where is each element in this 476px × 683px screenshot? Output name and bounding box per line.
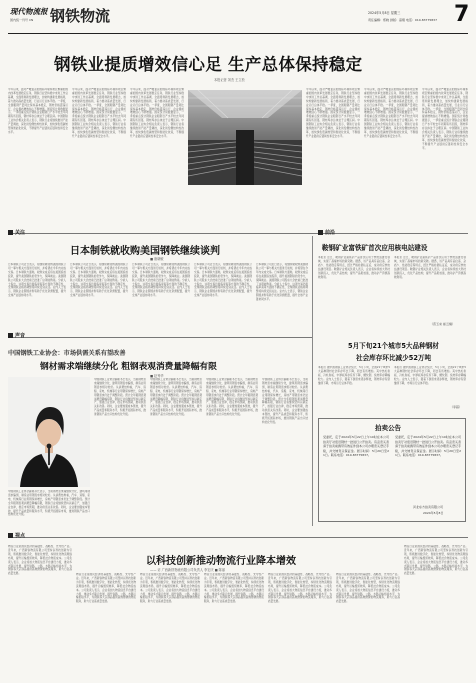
lead-byline: 本报记者 刘杰 王立松 (214, 78, 245, 82)
lead-col-2: 今年以来，面对严峻复杂的国际环境和艰巨繁重的国内改革发展稳定任务，钢铁行业坚持稳中求进工作总基调，全面贯彻新发展理念，加快构建新发展格局，着力推动高质量发展，行业运行总体平稳。一季度，全国粗钢产量同比保持基本稳定，钢材价格震荡运行，企业提质增效信心不断增强。国家统计局数据显示，一季度重点统计钢铁企业粗钢日产水平较去年同期有所回落，钢材库存总体处于合理区间。中国钢铁工业协会相关负责人表示，钢铁行业将继续推进产能产量调控，深化供给侧结构性改革，加快绿色低碳转型和智能化改造，不断提升产业链供应链韧性和安全水平。 (72, 88, 126, 138)
notice-company: 河北东方拍卖有限公司 (413, 505, 444, 509)
lead-col-5: 今年以来，面对严峻复杂的国际环境和艰巨繁重的国内改革发展稳定任务，钢铁行业坚持稳中求进工作总基调，全面贯彻新发展理念，加快构建新发展格局，着力推动高质量发展，行业运行总体平稳。一季度，全国粗钢产量同比保持基本稳定，钢材价格震荡运行，企业提质增效信心不断增强。国家统计局数据显示，一季度重点统计钢铁企业粗钢日产水平较去年同期有所回落，钢材库存总体处于合理区间。中国钢铁工业协会相关负责人表示，钢铁行业将继续推进产能产量调控，深化供给侧结构性改革，加快绿色低碳转型和智能化改造，不断提升产业链供应链韧性和安全水平。 (364, 88, 418, 138)
demand-col-2: 中国钢铁工业协会副秘书长表示，当前钢材需求端继续分化，建筑用钢需求偏弱，制造业用钢需求相对较好。从消费结构看，汽车、造船、家电、机械等行业用钢保持增长，房地产用钢需求仍处于调整阶段。预计全年粗钢表观消费量降幅有限，钢铁行业将继续坚持以销定产，加强行业自律，稳定市场预期，推动供需关系改善。同时，企业要加强成本管控，提升产品质量和服务水平，积极开拓国际市场，推进钢铁产品出口结构优化升级。 (94, 378, 146, 417)
date-line: 2024年5月8日 星期三 (368, 11, 401, 15)
paper-sub: 国内统一刊号 CN (10, 18, 34, 22)
notice-col-2: 受委托，定于2024年5月22日上午10时在本公司拍卖厅对废旧钢材一批进行公开拍卖。有意竞买者请于拍卖前携带有效证件到本公司办理竞买登记手续，并交纳竞买保证金。展示时间：5月20日至21日。联系电话：010-83775837。 (395, 435, 461, 458)
paper-name: 现代物流报 (10, 7, 48, 16)
column-marker-icon (8, 333, 13, 338)
nippon-col-5: 日本制铁公司近日表示，将继续就收购美国钢铁公司一事与相关方面进行谈判，并希望在今年内完成交易。日本制铁方面称，收购完成后将在美国追加投资，提升美国钢铁的竞争力，保障就业。美国钢铁公司股东大会此前已批准了这项收购案。分析人士指出，这项交易仍面临审查等方面的不确定性，全球钢铁业格局调整将持续受到关注。业内人士表示，钢铁企业跨国并购有助于优化资源配置，提升全球产业链协同水平。 (256, 263, 308, 302)
demand-col-5: 中国钢铁工业协会副秘书长表示，当前钢材需求端继续分化，建筑用钢需求偏弱，制造业用钢需求相对较好。从消费结构看，汽车、造船、家电、机械等行业用钢保持增长，房地产用钢需求仍处于调整阶段。预计全年粗钢表观消费量降幅有限，钢铁行业将继续坚持以销定产，加强行业自律，稳定市场预期，推动供需关系改善。同时，企业要加强成本管控，提升产品质量和服务水平，积极开拓国际市场，推进钢铁产品出口结构优化升级。 (262, 378, 308, 424)
lead-headline: 钢铁业提质增效信心足 生产总体保持稳定 (54, 55, 363, 74)
demand-col-4: 中国钢铁工业协会副秘书长表示，当前钢材需求端继续分化，建筑用钢需求偏弱，制造业用钢需求相对较好。从消费结构看，汽车、造船、家电、机械等行业用钢保持增长，房地产用钢需求仍处于调整阶段。预计全年粗钢表观消费量降幅有限，钢铁行业将继续坚持以销定产，加强行业自律，稳定市场预期，推动供需关系改善。同时，企业要加强成本管控，提升产品质量和服务水平，积极开拓国际市场，推进钢铁产品出口结构优化升级。 (206, 378, 258, 417)
nippon-col-1: 日本制铁公司近日表示，将继续就收购美国钢铁公司一事与相关方面进行谈判，并希望在今年内完成交易。日本制铁方面称，收购完成后将在美国追加投资，提升美国钢铁的竞争力，保障就业。美国钢铁公司股东大会此前已批准了这项收购案。分析人士指出，这项交易仍面临审查等方面的不确定性，全球钢铁业格局调整将持续受到关注。业内人士表示，钢铁企业跨国并购有助于优化资源配置，提升全球产业链协同水平。 (8, 263, 66, 298)
page-number: 7 (454, 2, 470, 27)
notice-col-1: 受委托，定于2024年5月22日上午10时在本公司拍卖厅对废旧钢材一批进行公开拍卖。有意竞买者请于拍卖前携带有效证件到本公司办理竞买登记手续，并交纳竞买保证金。展示时间：5月20日至21日。联系电话：010-83775837。 (323, 435, 389, 458)
divider-guanzhu (8, 233, 468, 234)
logistics-byline: —— 访 广西新铁物流有限公司负责人 李宏庆 ■ 陈丽 (150, 568, 226, 572)
nippon-headline: 日本制铁就收购美国钢铁继续谈判 (70, 246, 220, 257)
section-title: 钢铁物流 (50, 7, 111, 25)
column-tag-shidian: 视点 (8, 532, 25, 539)
cnitc-col-2: 本报讯 近日，鞍钢矿业富铁矿产品首次应用于核电站建设领域，实现了高端市场的新突破。据悉，该产品具有品位高、杂质少、性能稳定等特点，经过严格检测认证后，成功供应核电站建设项目。鞍钢矿业相关负责人表示，企业将持续加大科技创新投入，优化产品结构，提升产品附加值，推动矿产资源高效利用。 (394, 256, 466, 279)
logistics-col-3: 物流行业是国民经济的基础性、战略性、先导性产业。近年来，广西新铁物流有限公司坚持以科技创新为引领，积极推进数字化、智能化转型，持续优化物流网络布局，提升运输组织效率，降低社会物流成本。公司负责人表示，企业将加大物流信息平台建设力度，推动多式联运发展，提升铁路、公路、水路运输衔接水平，为钢铁等大宗商品提供高效便捷的物流服务，助力行业高质量发展。 (140, 573, 200, 604)
price-headline: 5月下旬21个城市5大品种钢材 (348, 342, 439, 350)
logistics-col-1: 物流行业是国民经济的基础性、战略性、先导性产业。近年来，广西新铁物流有限公司坚持以科技创新为引领，积极推进数字化、智能化转型，持续优化物流网络布局，提升运输组织效率，降低社会物流成本。公司负责人表示，企业将加大物流信息平台建设力度，推动多式联运发展，提升铁路、公路、水路运输衔接水平，为钢铁等大宗商品提供高效便捷的物流服务，助力行业高质量发展。 (8, 545, 72, 576)
column-marker-icon (8, 230, 13, 235)
price-col-2: 本报讯 据中国钢铁工业协会统计，5月下旬，全国21个城市5大品种钢材社会库存环比下降，同比有所增加。其中热轧卷板、冷轧卷板、中厚板库存有所下降，螺纹钢、线材库存降幅较大。业内人士表示，随着下游需求逐步释放，钢材库存有望继续下降，市场运行总体平稳。 (394, 366, 466, 385)
logistics-col-7: 物流行业是国民经济的基础性、战略性、先导性产业。近年来，广西新铁物流有限公司坚持以科技创新为引领，积极推进数字化、智能化转型，持续优化物流网络布局，提升运输组织效率，降低社会物流成本。公司负责人表示，企业将加大物流信息平台建设力度，推动多式联运发展，提升铁路、公路、水路运输衔接水平，为钢铁等大宗商品提供高效便捷的物流服务，助力行业高质量发展。 (404, 545, 468, 576)
column-tag-guanzhu: 关注 (8, 229, 25, 236)
portrait-photo (8, 377, 90, 487)
speaker-portrait-illustration (8, 377, 90, 487)
lead-col-3: 今年以来，面对严峻复杂的国际环境和艰巨繁重的国内改革发展稳定任务，钢铁行业坚持稳中求进工作总基调，全面贯彻新发展理念，加快构建新发展格局，着力推动高质量发展，行业运行总体平稳。一季度，全国粗钢产量同比保持基本稳定，钢材价格震荡运行，企业提质增效信心不断增强。国家统计局数据显示，一季度重点统计钢铁企业粗钢日产水平较去年同期有所回落，钢材库存总体处于合理区间。中国钢铁工业协会相关负责人表示，钢铁行业将继续推进产能产量调控，深化供给侧结构性改革，加快绿色低碳转型和智能化改造，不断提升产业链供应链韧性和安全水平。 (130, 88, 184, 138)
divider-shidian (8, 537, 468, 538)
cnitc-col-1: 本报讯 近日，鞍钢矿业富铁矿产品首次应用于核电站建设领域，实现了高端市场的新突破。据悉，该产品具有品位高、杂质少、性能稳定等特点，经过严格检测认证后，成功供应核电站建设项目。鞍钢矿业相关负责人表示，企业将持续加大科技创新投入，优化产品结构，提升产品附加值，推动矿产资源高效利用。 (318, 256, 390, 279)
logistics-col-2: 物流行业是国民经济的基础性、战略性、先导性产业。近年来，广西新铁物流有限公司坚持以科技创新为引领，积极推进数字化、智能化转型，持续优化物流网络布局，提升运输组织效率，降低社会物流成本。公司负责人表示，企业将加大物流信息平台建设力度，推动多式联运发展，提升铁路、公路、水路运输衔接水平，为钢铁等大宗商品提供高效便捷的物流服务，助力行业高质量发展。 (76, 573, 136, 604)
lead-col-1: 今年以来，面对严峻复杂的国际环境和艰巨繁重的国内改革发展稳定任务，钢铁行业坚持稳中求进工作总基调，全面贯彻新发展理念，加快构建新发展格局，着力推动高质量发展，行业运行总体平稳。一季度，全国粗钢产量同比保持基本稳定，钢材价格震荡运行，企业提质增效信心不断增强。国家统计局数据显示，一季度重点统计钢铁企业粗钢日产水平较去年同期有所回落，钢材库存总体处于合理区间。中国钢铁工业协会相关负责人表示，钢铁行业将继续推进产能产量调控，深化供给侧结构性改革，加快绿色低碳转型和智能化改造，不断提升产业链供应链韧性和安全水平。 (8, 88, 68, 134)
steel-warehouse-illustration (188, 90, 302, 185)
nippon-col-2: 日本制铁公司近日表示，将继续就收购美国钢铁公司一事与相关方面进行谈判，并希望在今年内完成交易。日本制铁方面称，收购完成后将在美国追加投资，提升美国钢铁的竞争力，保障就业。美国钢铁公司股东大会此前已批准了这项收购案。分析人士指出，这项交易仍面临审查等方面的不确定性，全球钢铁业格局调整将持续受到关注。业内人士表示，钢铁企业跨国并购有助于优化资源配置，提升全球产业链协同水平。 (70, 263, 128, 298)
steel-warehouse-photo (188, 90, 302, 185)
demand-kicker: 中国钢铁工业协会：市场供需关系有望改善 (8, 350, 126, 357)
demand-col-3: 中国钢铁工业协会副秘书长表示，当前钢材需求端继续分化，建筑用钢需求偏弱，制造业用钢需求相对较好。从消费结构看，汽车、造船、家电、机械等行业用钢保持增长，房地产用钢需求仍处于调整阶段。预计全年粗钢表观消费量降幅有限，钢铁行业将继续坚持以销定产，加强行业自律，稳定市场预期，推动供需关系改善。同时，企业要加强成本管控，提升产品质量和服务水平，积极开拓国际市场，推进钢铁产品出口结构优化升级。 (150, 378, 202, 417)
logistics-headline: 以科技创新推动物流行业降本增效 (146, 556, 296, 567)
logistics-col-5: 物流行业是国民经济的基础性、战略性、先导性产业。近年来，广西新铁物流有限公司坚持以科技创新为引领，积极推进数字化、智能化转型，持续优化物流网络布局，提升运输组织效率，降低社会物流成本。公司负责人表示，企业将加大物流信息平台建设力度，推动多式联运发展，提升铁路、公路、水路运输衔接水平，为钢铁等大宗商品提供高效便捷的物流服务，助力行业高质量发展。 (268, 573, 332, 604)
column-marker-icon (8, 533, 13, 538)
column-tag-qianyan: 前沿 (318, 229, 335, 236)
cnitc-headline: 鞍钢矿业富铁矿首次应用核电站建设 (322, 244, 428, 252)
price-credit: （李超） (450, 405, 463, 409)
notice-date: 2024年5月8日 (423, 511, 444, 515)
masthead (10, 4, 468, 32)
nippon-col-3: 日本制铁公司近日表示，将继续就收购美国钢铁公司一事与相关方面进行谈判，并希望在今年内完成交易。日本制铁方面称，收购完成后将在美国追加投资，提升美国钢铁的竞争力，保障就业。美国钢铁公司股东大会此前已批准了这项收购案。分析人士指出，这项交易仍面临审查等方面的不确定性，全球钢铁业格局调整将持续受到关注。业内人士表示，钢铁企业跨国并购有助于优化资源配置，提升全球产业链协同水平。 (132, 263, 190, 298)
demand-headline: 钢材需求端继续分化 粗钢表观消费量降幅有限 (40, 362, 217, 372)
cnitc-credit: （晋玉来 崔云楠） (430, 322, 455, 326)
notice-title: 拍卖公告 (375, 424, 401, 432)
nippon-col-4: 日本制铁公司近日表示，将继续就收购美国钢铁公司一事与相关方面进行谈判，并希望在今年内完成交易。日本制铁方面称，收购完成后将在美国追加投资，提升美国钢铁的竞争力，保障就业。美国钢铁公司股东大会此前已批准了这项收购案。分析人士指出，这项交易仍面临审查等方面的不确定性，全球钢铁业格局调整将持续受到关注。业内人士表示，钢铁企业跨国并购有助于优化资源配置，提升全球产业链协同水平。 (194, 263, 252, 298)
masthead-rule (8, 33, 468, 34)
logistics-col-4: 物流行业是国民经济的基础性、战略性、先导性产业。近年来，广西新铁物流有限公司坚持以科技创新为引领，积极推进数字化、智能化转型，持续优化物流网络布局，提升运输组织效率，降低社会物流成本。公司负责人表示，企业将加大物流信息平台建设力度，推动多式联运发展，提升铁路、公路、水路运输衔接水平，为钢铁等大宗商品提供高效便捷的物流服务，助力行业高质量发展。 (204, 573, 264, 604)
demand-col-1: 中国钢铁工业协会副秘书长表示，当前钢材需求端继续分化，建筑用钢需求偏弱，制造业用钢需求相对较好。从消费结构看，汽车、造船、家电、机械等行业用钢保持增长，房地产用钢需求仍处于调整阶段。预计全年粗钢表观消费量降幅有限，钢铁行业将继续坚持以销定产，加强行业自律，稳定市场预期，推动供需关系改善。同时，企业要加强成本管控，提升产品质量和服务水平，积极开拓国际市场，推进钢铁产品出口结构优化升级。 (8, 490, 90, 517)
price-col-1: 本报讯 据中国钢铁工业协会统计，5月下旬，全国21个城市5大品种钢材社会库存环比下降，同比有所增加。其中热轧卷板、冷轧卷板、中厚板库存有所下降，螺纹钢、线材库存降幅较大。业内人士表示，随着下游需求逐步释放，钢材库存有望继续下降，市场运行总体平稳。 (318, 366, 390, 385)
lead-col-6: 今年以来，面对严峻复杂的国际环境和艰巨繁重的国内改革发展稳定任务，钢铁行业坚持稳中求进工作总基调，全面贯彻新发展理念，加快构建新发展格局，着力推动高质量发展，行业运行总体平稳。一季度，全国粗钢产量同比保持基本稳定，钢材价格震荡运行，企业提质增效信心不断增强。国家统计局数据显示，一季度重点统计钢铁企业粗钢日产水平较去年同期有所回落，钢材库存总体处于合理区间。中国钢铁工业协会相关负责人表示，钢铁行业将继续推进产能产量调控，深化供给侧结构性改革，加快绿色低碳转型和智能化改造，不断提升产业链供应链韧性和安全水平。 (422, 88, 468, 150)
column-marker-icon (318, 230, 323, 235)
lead-col-4: 今年以来，面对严峻复杂的国际环境和艰巨繁重的国内改革发展稳定任务，钢铁行业坚持稳中求进工作总基调，全面贯彻新发展理念，加快构建新发展格局，着力推动高质量发展，行业运行总体平稳。一季度，全国粗钢产量同比保持基本稳定，钢材价格震荡运行，企业提质增效信心不断增强。国家统计局数据显示，一季度重点统计钢铁企业粗钢日产水平较去年同期有所回落，钢材库存总体处于合理区间。中国钢铁工业协会相关负责人表示，钢铁行业将继续推进产能产量调控，深化供给侧结构性改革，加快绿色低碳转型和智能化改造，不断提升产业链供应链韧性和安全水平。 (306, 88, 360, 138)
logistics-col-6: 物流行业是国民经济的基础性、战略性、先导性产业。近年来，广西新铁物流有限公司坚持以科技创新为引领，积极推进数字化、智能化转型，持续优化物流网络布局，提升运输组织效率，降低社会物流成本。公司负责人表示，企业将加大物流信息平台建设力度，推动多式联运发展，提升铁路、公路、水路运输衔接水平，为钢铁等大宗商品提供高效便捷的物流服务，助力行业高质量发展。 (336, 573, 400, 604)
price-headline-2: 社会库存环比减少52万吨 (356, 354, 432, 362)
editor-line: 责任编辑：郑晓 排版：高翔 电话：010-83775837 (368, 18, 437, 22)
divider-shengyin (8, 337, 312, 338)
auction-notice (318, 418, 466, 522)
column-rule (312, 236, 313, 526)
nippon-byline: ■ 唐晓敏 (150, 257, 164, 261)
column-tag-shengyin: 声音 (8, 332, 25, 339)
demand-byline: ■ 赵秀华 (150, 374, 164, 378)
